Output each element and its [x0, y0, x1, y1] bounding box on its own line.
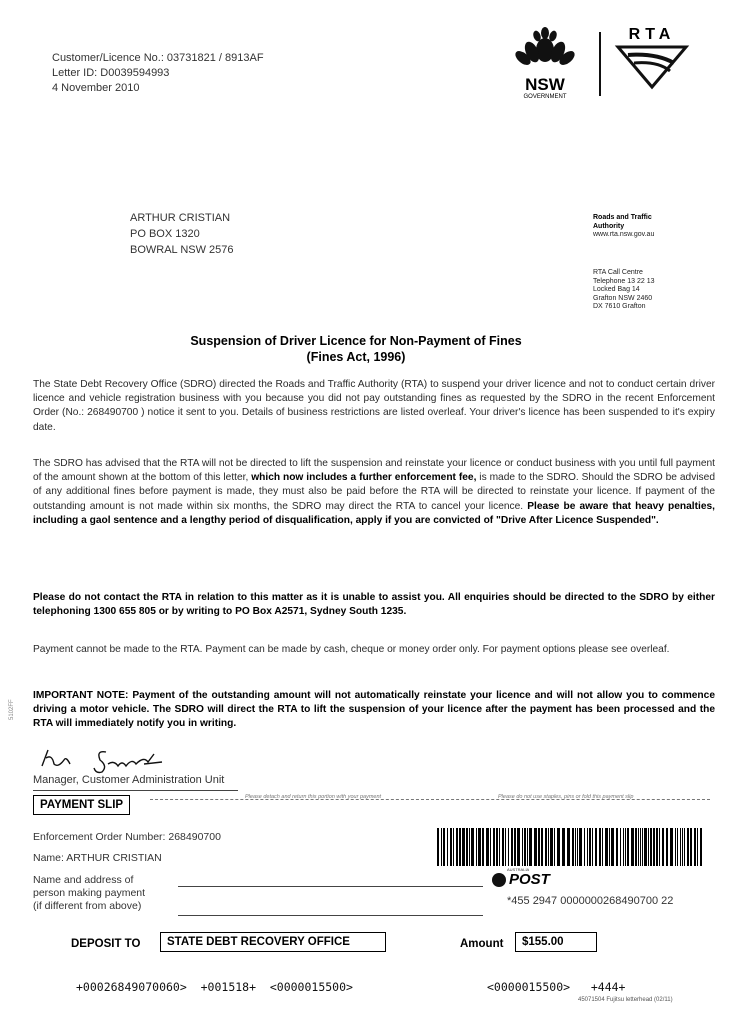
barcode-bar: [620, 828, 621, 866]
barcode-bar: [462, 828, 465, 866]
barcode-bar: [486, 828, 489, 866]
amount-label: Amount: [460, 938, 504, 950]
barcode-bar: [499, 828, 500, 866]
barcode-bar: [538, 828, 540, 866]
signature-underline: [33, 790, 238, 791]
call-centre-title: RTA Call Centre: [593, 269, 643, 276]
barcode-bar: [517, 828, 520, 866]
rta-logo: [612, 26, 692, 96]
barcode-bar: [490, 828, 491, 866]
australia-post-brand: POST: [509, 871, 550, 888]
recipient-name: ARTHUR CRISTIAN: [130, 212, 231, 224]
barcode-bar: [524, 828, 526, 866]
barcode-bar: [650, 828, 652, 866]
barcode-bar: [635, 828, 637, 866]
barcode-bar: [666, 828, 668, 866]
letter-title-line-1: Suspension of Driver Licence for Non-Payment of Fines: [190, 334, 522, 348]
customer-licence-number: Customer/Licence No.: 03731821 / 8913AF: [52, 52, 264, 64]
barcode-bar: [677, 828, 678, 866]
australia-post-small: AUSTRALIA: [507, 867, 530, 872]
barcode-bar: [459, 828, 461, 866]
micr-line-left: +00026849070060> +001518+ <0000015500>: [76, 980, 353, 994]
barcode-bar: [675, 828, 676, 866]
barcode-bar: [466, 828, 468, 866]
barcode-bar: [548, 828, 549, 866]
barcode-bar: [653, 828, 655, 866]
barcode-bar: [554, 828, 555, 866]
barcode-bar: [476, 828, 477, 866]
barcode-bar: [687, 828, 689, 866]
rta-logo-text: RTA: [628, 26, 676, 43]
barcode-bar: [534, 828, 537, 866]
payer-address-line-1: [178, 886, 483, 887]
authority-website: www.rta.nsw.gov.au: [593, 231, 655, 238]
rta-triangle-icon: [612, 43, 692, 91]
barcode-bar: [694, 828, 696, 866]
barcode-bar: [493, 828, 495, 866]
barcode-bar: [522, 828, 523, 866]
barcode-bar: [456, 828, 458, 866]
barcode-bar: [638, 828, 639, 866]
barcode-bar: [478, 828, 481, 866]
barcode-bar: [511, 828, 513, 866]
barcode-bar: [584, 828, 585, 866]
barcode-bar: [640, 828, 641, 866]
barcode-bar: [562, 828, 565, 866]
side-code: 5102FF: [9, 699, 15, 720]
barcode-bar: [592, 828, 593, 866]
barcode-bar: [482, 828, 484, 866]
barcode-bar: [469, 828, 470, 866]
barcode-bar: [587, 828, 588, 866]
barcode-bar: [602, 828, 603, 866]
letterhead-footer: 45071504 Fujitsu letterhead (02/11): [578, 997, 673, 1003]
barcode-bar: [700, 828, 702, 866]
barcode-bar: [697, 828, 698, 866]
barcode-bar: [595, 828, 597, 866]
call-centre-dx: DX 7610 Grafton: [593, 303, 646, 310]
paragraph-payment-conditions: [33, 457, 715, 528]
enforcement-order-number: Enforcement Order Number: 268490700: [33, 831, 221, 843]
barcode-bar: [502, 828, 504, 866]
payment-barcode: [437, 828, 707, 866]
authority-name-1: Roads and Traffic: [593, 214, 652, 221]
barcode-bar: [609, 828, 610, 866]
payer-name: Name: ARTHUR CRISTIAN: [33, 852, 162, 864]
deposit-to-value: STATE DEBT RECOVERY OFFICE: [160, 932, 386, 952]
barcode-bar: [670, 828, 673, 866]
paragraph-suspension: The State Debt Recovery Office (SDRO) directed the Roads and Traffic Authority (RTA) to suspend your driver licence and not to conduct certain driver licence and vehicle registration business with you because you did not pay outstanding fines as requested by the SDRO in the recent Enforcement Order (No.: 268490700 ) notice it sent to you. Details of business restrictions are listed overleaf. Your driver's licence has been suspended to it's expiry date.: [33, 379, 715, 433]
barcode-bar: [541, 828, 543, 866]
barcode-bar: [659, 828, 660, 866]
paragraph-payment-methods: Payment cannot be made to the RTA. Payment can be made by cash, cheque or money order only. For payment options please see overleaf.: [33, 644, 670, 655]
authority-name-2: Authority: [593, 222, 625, 230]
letter-title: [100, 333, 612, 365]
barcode-bar: [567, 828, 570, 866]
barcode-bar: [545, 828, 547, 866]
barcode-bar: [450, 828, 452, 866]
barcode-bar: [447, 828, 448, 866]
barcode-bar: [625, 828, 626, 866]
payer-address-label-3: (if different from above): [33, 900, 142, 912]
barcode-bar: [453, 828, 454, 866]
signatory-title: Manager, Customer Administration Unit: [33, 774, 225, 786]
letter-title-line-2: (Fines Act, 1996): [306, 350, 406, 364]
barcode-bar: [648, 828, 649, 866]
barcode-bar: [623, 828, 624, 866]
barcode-bar: [441, 828, 442, 866]
barcode-bar: [642, 828, 643, 866]
paragraph-2-part-a: The SDRO has advised that the RTA will not be directed to lift the suspension and reinstate your licence or conduct business with you until full payment of the amount shown at the bottom of this letter,: [33, 458, 715, 484]
barcode-bar: [527, 828, 528, 866]
barcode-bar: [644, 828, 647, 866]
payer-address-label-2: person making payment: [33, 887, 146, 899]
staple-note: Please do not use staples, pins or fold this payment slip: [498, 794, 634, 800]
call-centre-telephone: Telephone 13 22 13: [593, 277, 655, 285]
barcode-bar: [611, 828, 614, 866]
nsw-logo-text: NSW: [525, 75, 565, 94]
barcode-bar: [575, 828, 576, 866]
paragraph-2-further-fee: which now includes a further enforcement fee,: [251, 472, 477, 484]
paragraph-2-penalties: Please be aware that heavy penalties, including a gaol sentence and a lengthy period of disqualification, apply if you are convicted of "Drive After Licence Suspended".: [33, 500, 715, 526]
letter-id: Letter ID: D0039594993: [52, 67, 170, 79]
barcode-bar: [508, 828, 509, 866]
post-billpay-reference: *455 2947 0000000268490700 22: [507, 895, 674, 907]
barcode-bar: [579, 828, 582, 866]
barcode-bar: [505, 828, 506, 866]
logo-divider: [599, 32, 601, 96]
barcode-bar: [589, 828, 591, 866]
recipient-address-1: PO BOX 1320: [130, 228, 200, 240]
barcode-bar: [577, 828, 578, 866]
barcode-bar: [684, 828, 685, 866]
barcode-bar: [631, 828, 634, 866]
barcode-bar: [550, 828, 553, 866]
barcode-bar: [437, 828, 439, 866]
barcode-bar: [471, 828, 474, 866]
recipient-address-2: BOWRAL NSW 2576: [130, 244, 234, 256]
barcode-bar: [662, 828, 664, 866]
letter-date: 4 November 2010: [52, 82, 140, 94]
payment-slip-label: PAYMENT SLIP: [33, 795, 130, 815]
paragraph-2-part-c: is made to the SDRO. Should the SDRO be advised of any additional fines before payment is made, they must also be paid before the RTA will be directed to reinstate your licence. If payment of the outstanding amount is not made within six months, the SDRO may direct the RTA to cancel your licence.: [33, 472, 715, 512]
payer-address-label: [33, 874, 145, 913]
government-logo-text: GOVERNMENT: [523, 94, 567, 100]
call-centre-details: [593, 269, 733, 312]
australia-post-icon: [492, 873, 506, 887]
waratah-icon: [505, 26, 585, 71]
barcode-bar: [557, 828, 560, 866]
barcode-bar: [443, 828, 445, 866]
barcode-bar: [690, 828, 692, 866]
call-centre-locked-bag: Locked Bag 14: [593, 286, 640, 293]
barcode-bar: [680, 828, 681, 866]
barcode-bar: [599, 828, 601, 866]
nsw-government-logo: [505, 26, 585, 98]
authority-details: [593, 214, 733, 240]
barcode-bar: [605, 828, 608, 866]
amount-value: $155.00: [515, 932, 597, 952]
call-centre-grafton: Grafton NSW 2460: [593, 294, 653, 302]
detach-note: Please detach and return this portion with your payment: [245, 794, 382, 800]
barcode-bar: [627, 828, 629, 866]
manager-signature: [36, 744, 196, 776]
barcode-bar: [529, 828, 532, 866]
paragraph-enquiries: Please do not contact the RTA in relation to this matter as it is unable to assist you. All enquiries should be directed to the SDRO by either telephoning 1300 655 805 or by writing to PO Box A2571, Sydney South 1235.: [33, 592, 715, 618]
barcode-bar: [572, 828, 574, 866]
paragraph-important-note: IMPORTANT NOTE: Payment of the outstanding amount will not automatically reinstate your licence and will not allow you to commence driving a motor vehicle. The SDRO will direct the RTA to lift the suspension of your licence after the payment has been processed and the RTA will immediately notify you in writing.: [33, 690, 715, 730]
barcode-bar: [496, 828, 498, 866]
payer-address-label-1: Name and address of: [33, 874, 134, 886]
payer-address-line-2: [178, 915, 483, 916]
deposit-to-label: DEPOSIT TO: [71, 938, 141, 950]
barcode-bar: [656, 828, 658, 866]
barcode-bar: [682, 828, 683, 866]
barcode-bar: [616, 828, 618, 866]
barcode-bar: [514, 828, 516, 866]
micr-line-right: <0000015500> +444+: [487, 980, 626, 994]
